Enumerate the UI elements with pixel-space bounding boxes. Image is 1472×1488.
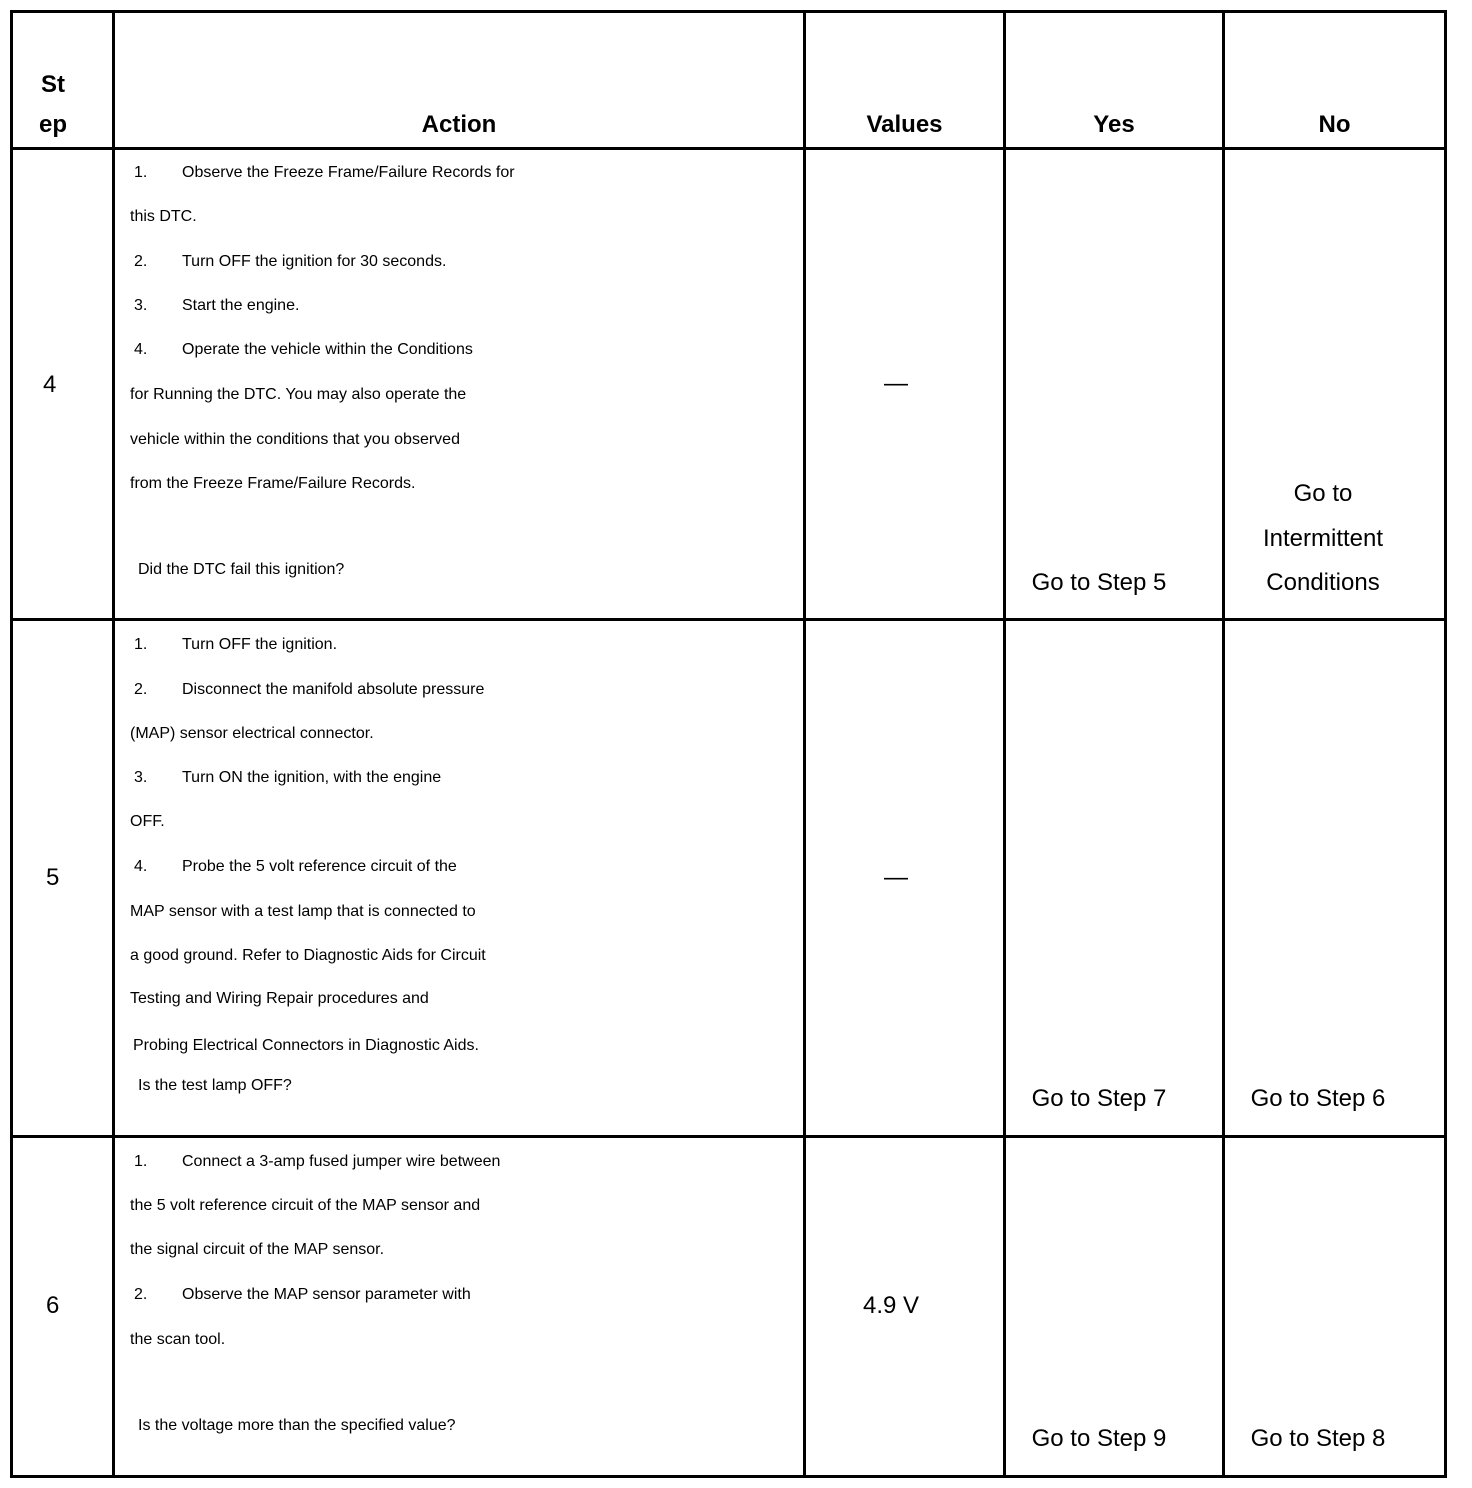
col-yes-divider bbox=[1222, 10, 1225, 1478]
action-text: a good ground. Refer to Diagnostic Aids for Circuit bbox=[130, 947, 486, 964]
value-cell: 4.9 V bbox=[863, 1292, 920, 1319]
list-number: 2. bbox=[134, 681, 148, 698]
header-action: Action bbox=[421, 111, 497, 138]
value-cell: — bbox=[884, 864, 908, 891]
action-line bbox=[130, 164, 515, 182]
yes-cell: Go to Step 7 bbox=[1031, 1085, 1167, 1112]
no-cell-line: Intermittent bbox=[1262, 525, 1384, 552]
col-values-divider bbox=[1003, 10, 1006, 1478]
action-line bbox=[130, 341, 473, 359]
action-line bbox=[130, 297, 299, 315]
table-border-bottom bbox=[10, 1475, 1447, 1478]
action-text: OFF. bbox=[130, 813, 165, 830]
action-text: Probe the 5 volt reference circuit of the bbox=[182, 858, 457, 875]
action-line bbox=[130, 947, 486, 965]
action-line bbox=[130, 431, 460, 449]
action-line bbox=[130, 769, 441, 787]
row-5-divider bbox=[10, 1135, 1447, 1138]
list-number: 1. bbox=[134, 1153, 148, 1170]
action-line bbox=[130, 681, 484, 699]
action-line bbox=[130, 386, 466, 404]
action-text: (MAP) sensor electrical connector. bbox=[130, 725, 374, 742]
list-number: 3. bbox=[134, 297, 148, 314]
col-step-divider bbox=[112, 10, 115, 1478]
action-line bbox=[130, 1197, 480, 1215]
action-text: this DTC. bbox=[130, 208, 197, 225]
action-line bbox=[130, 253, 446, 271]
action-text: Observe the MAP sensor parameter with bbox=[182, 1286, 471, 1303]
value-cell: — bbox=[884, 370, 908, 397]
header-no: No bbox=[1318, 111, 1351, 138]
action-text: MAP sensor with a test lamp that is connected to bbox=[130, 903, 476, 920]
action-text: the signal circuit of the MAP sensor. bbox=[130, 1241, 385, 1258]
list-number: 3. bbox=[134, 769, 148, 786]
table-border-right bbox=[1444, 10, 1447, 1478]
action-line bbox=[130, 725, 374, 743]
list-number: 4. bbox=[134, 341, 148, 358]
action-line bbox=[130, 903, 476, 921]
action-line bbox=[130, 858, 457, 876]
action-line bbox=[130, 475, 415, 493]
action-text: the scan tool. bbox=[130, 1331, 226, 1348]
header-row-divider bbox=[10, 147, 1447, 150]
list-number: 2. bbox=[134, 253, 148, 270]
action-question: Did the DTC fail this ignition? bbox=[138, 561, 345, 578]
action-line bbox=[130, 990, 429, 1008]
list-number: 1. bbox=[134, 164, 148, 181]
action-line bbox=[133, 1037, 479, 1055]
action-question: Is the voltage more than the specified value? bbox=[138, 1417, 456, 1434]
action-text: Turn ON the ignition, with the engine bbox=[182, 769, 442, 786]
action-line bbox=[130, 1331, 225, 1349]
action-line bbox=[130, 1286, 471, 1304]
action-text: Turn OFF the ignition for 30 seconds. bbox=[182, 253, 447, 270]
action-text: Connect a 3-amp fused jumper wire between bbox=[182, 1153, 501, 1170]
table-border-left bbox=[10, 10, 13, 1478]
step-number: 5 bbox=[46, 864, 60, 891]
action-line bbox=[130, 1153, 500, 1171]
action-line bbox=[130, 813, 165, 831]
action-text: Observe the Freeze Frame/Failure Records for bbox=[182, 164, 515, 181]
action-line bbox=[130, 1241, 384, 1259]
table-border-top bbox=[10, 10, 1447, 13]
action-text: Disconnect the manifold absolute pressure bbox=[182, 681, 485, 698]
action-text: Turn OFF the ignition. bbox=[182, 636, 338, 653]
yes-cell: Go to Step 5 bbox=[1031, 569, 1167, 596]
action-line bbox=[130, 636, 337, 654]
list-number: 1. bbox=[134, 636, 148, 653]
action-text: vehicle within the conditions that you observed bbox=[130, 431, 460, 448]
action-text: Probing Electrical Connectors in Diagnostic Aids. bbox=[133, 1037, 479, 1054]
action-question: Is the test lamp OFF? bbox=[138, 1077, 292, 1094]
col-action-divider bbox=[803, 10, 806, 1478]
header-step-line1: St bbox=[41, 71, 65, 98]
header-values: Values bbox=[866, 111, 943, 138]
no-cell: Go to Step 8 bbox=[1250, 1425, 1386, 1452]
action-text: Testing and Wiring Repair procedures and bbox=[130, 990, 429, 1007]
action-text: for Running the DTC. You may also operate the bbox=[130, 386, 467, 403]
list-number: 4. bbox=[134, 858, 148, 875]
step-number: 6 bbox=[46, 1292, 60, 1319]
action-text: from the Freeze Frame/Failure Records. bbox=[130, 475, 416, 492]
action-text: Start the engine. bbox=[182, 297, 300, 314]
action-line bbox=[130, 208, 197, 226]
header-step-line2: ep bbox=[39, 111, 68, 138]
no-cell: Go to Step 6 bbox=[1250, 1085, 1386, 1112]
action-text: the 5 volt reference circuit of the MAP sensor and bbox=[130, 1197, 481, 1214]
no-cell-line: Conditions bbox=[1266, 569, 1380, 596]
step-number: 4 bbox=[43, 371, 57, 398]
no-cell-line: Go to bbox=[1293, 480, 1353, 507]
yes-cell: Go to Step 9 bbox=[1031, 1425, 1167, 1452]
header-yes: Yes bbox=[1093, 111, 1135, 138]
action-text: Operate the vehicle within the Conditions bbox=[182, 341, 473, 358]
list-number: 2. bbox=[134, 1286, 148, 1303]
row-4-divider bbox=[10, 618, 1447, 621]
